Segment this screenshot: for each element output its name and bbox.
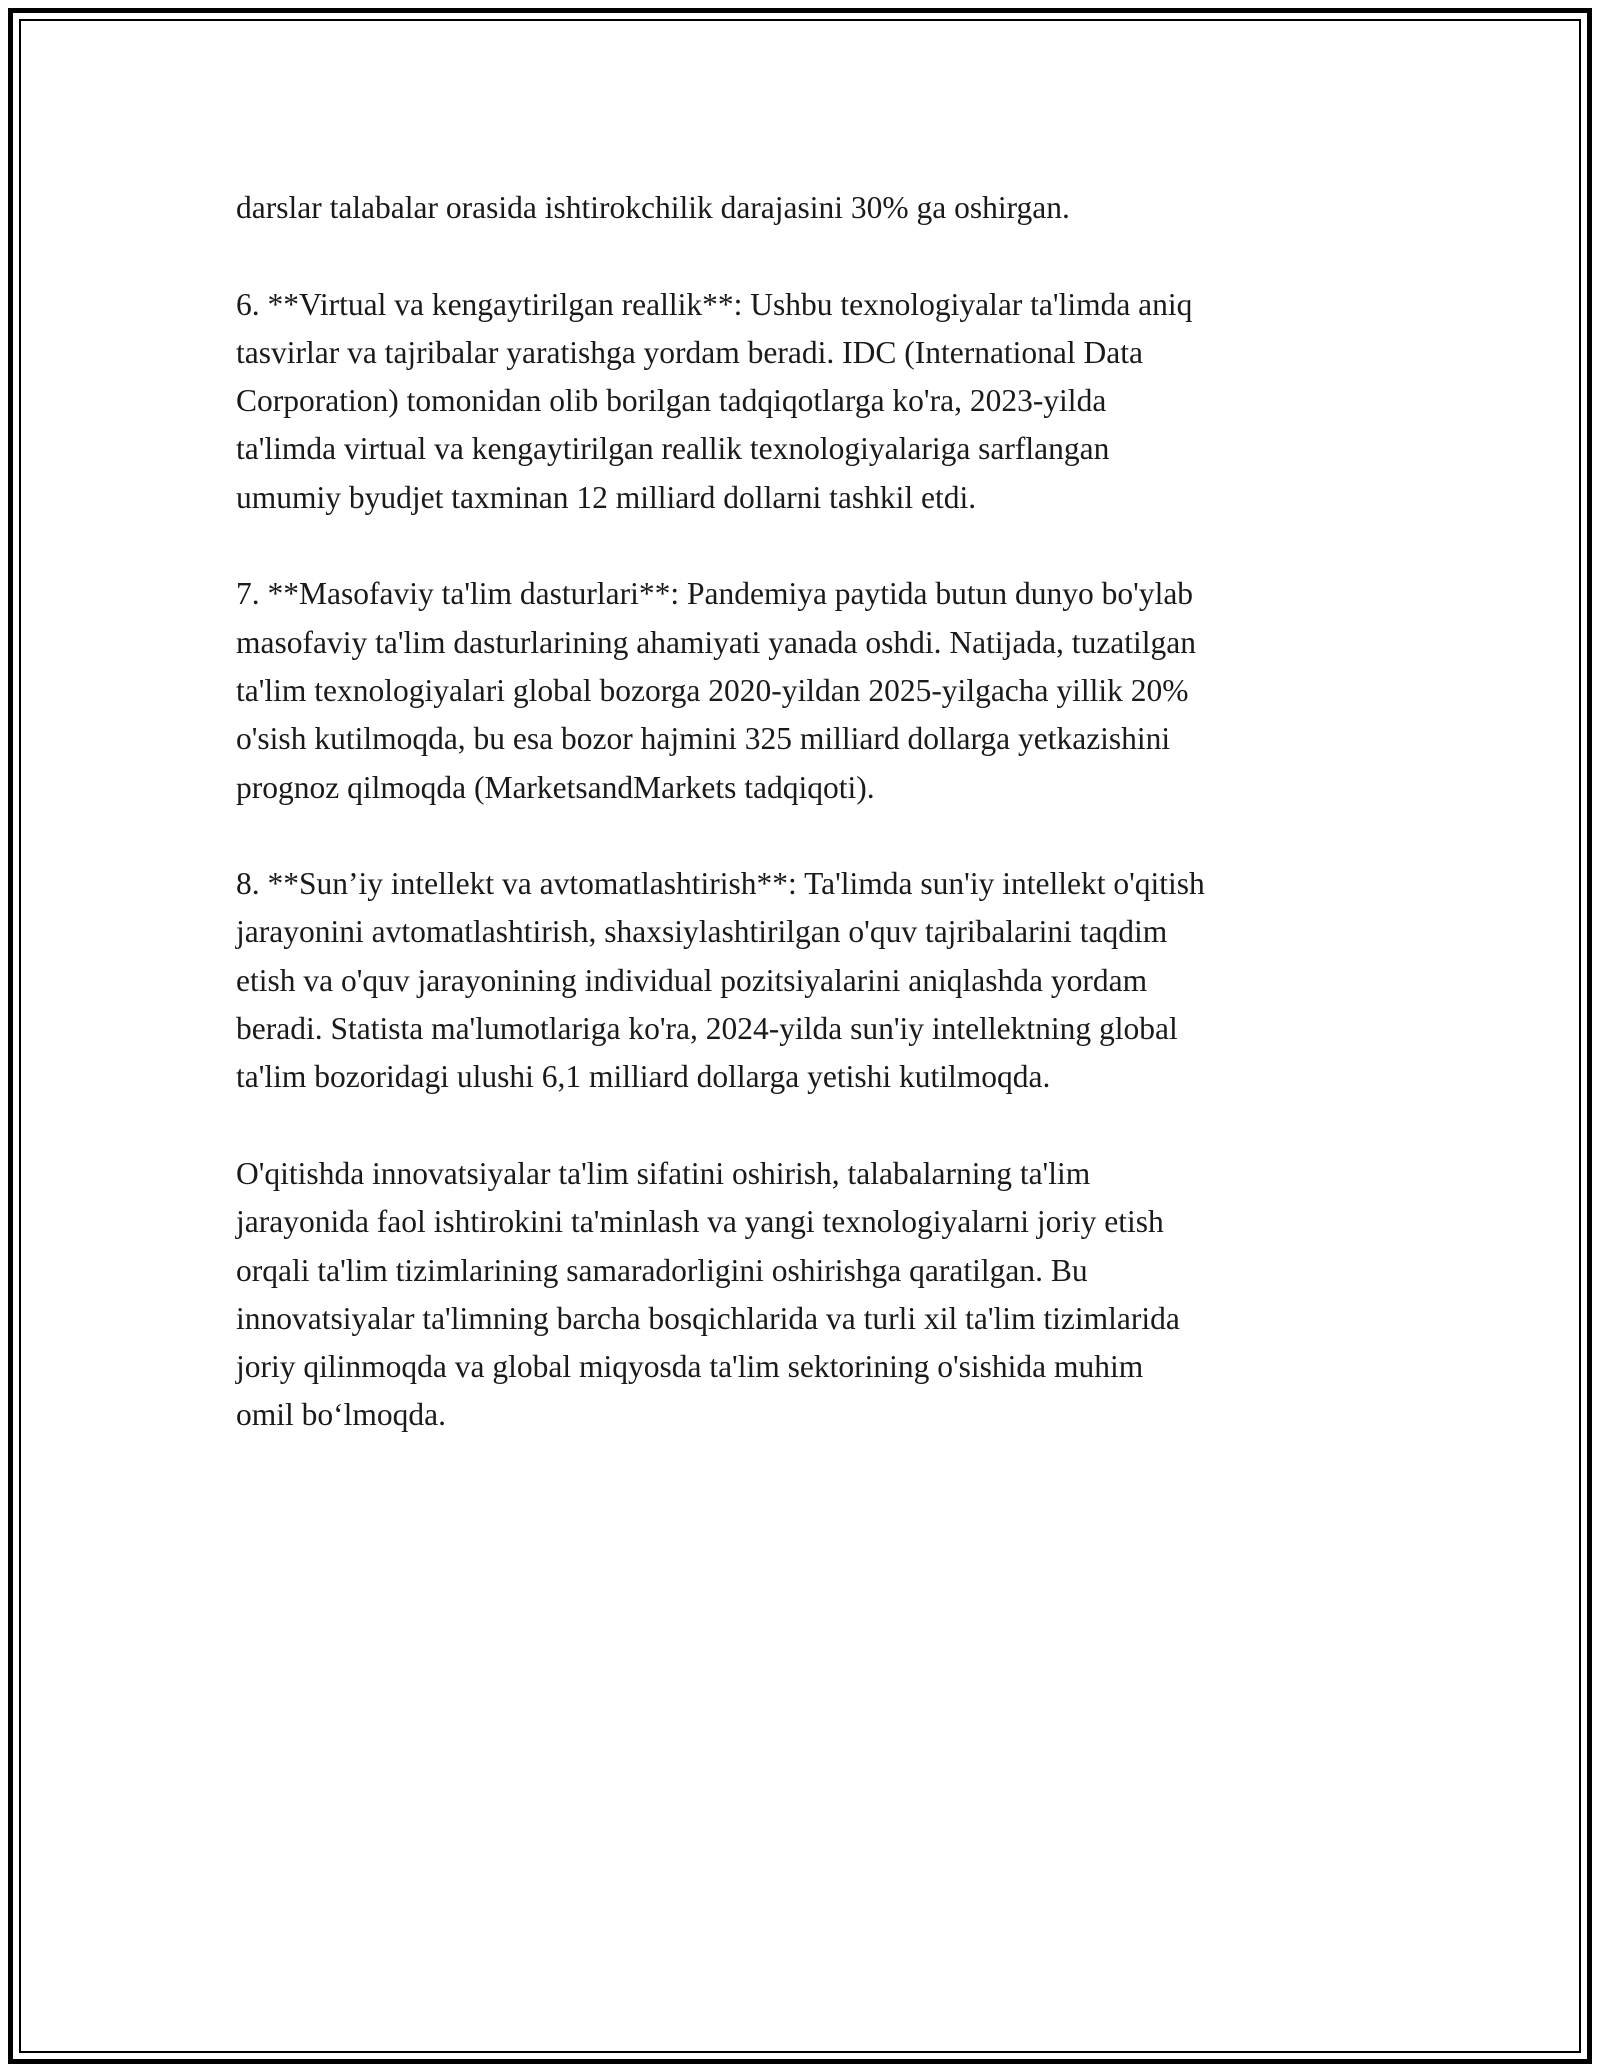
paragraph-artificial-intelligence: 8. **Sun’iy intellekt va avtomatlashtirish**: Ta'limda sun'iy intellekt o'qitish jarayonini avtomatlashtirish, shaxsiylashtirilgan o'quv tajribalarini taqdim etish va o'quv jarayonining individual pozitsiyalarini aniqlashda yordam beradi. Statista ma'lumotlariga ko'ra, 2024-yilda sun'iy intellektning global ta'lim bozoridagi ulushi 6,1 milliard dollarga yetishi kutilmoqda. [236, 866, 1205, 1095]
paragraph-virtual-reality: 6. **Virtual va kengaytirilgan reallik**: Ushbu texnologiyalar ta'limda aniq tasvirlar va tajribalar yaratishga yordam beradi. IDC (International Data Corporation) tomonidan olib borilgan tadqiqotlarga ko'ra, 2023-yilda ta'limda virtual va kengaytirilgan reallik texnologiyalariga sarflangan umumiy byudjet taxminan 12 milliard dollarni tashkil etdi. [236, 286, 1193, 515]
paragraph-distance-learning: 7. **Masofaviy ta'lim dasturlari**: Pandemiya paytida butun dunyo bo'ylab masofaviy ta'lim dasturlarining ahamiyati yanada oshdi. Natijada, tuzatilgan ta'lim texnologiyalari global bozorga 2020-yildan 2025-yilgacha yillik 20% o'sish kutilmoqda, bu esa bozor hajmini 325 milliard dollarga yetkazishini prognoz qilmoqda (MarketsandMarkets tadqiqoti). [236, 576, 1197, 805]
paragraph-continuation: darslar talabalar orasida ishtirokchilik darajasini 30% ga oshirgan. [236, 190, 1070, 225]
document-body [236, 184, 1386, 1440]
paragraph-conclusion: O'qitishda innovatsiyalar ta'lim sifatini oshirish, talabalarning ta'lim jarayonida faol ishtirokini ta'minlash va yangi texnologiyalarni joriy etish orqali ta'lim tizimlarining samaradorligini oshirishga qaratilgan. Bu innovatsiyalar ta'limning barcha bosqichlarida va turli xil ta'lim tizimlarida joriy qilinmoqda va global miqyosda ta'lim sektorining o'sishida muhim omil bo‘lmoqda. [236, 1155, 1180, 1433]
